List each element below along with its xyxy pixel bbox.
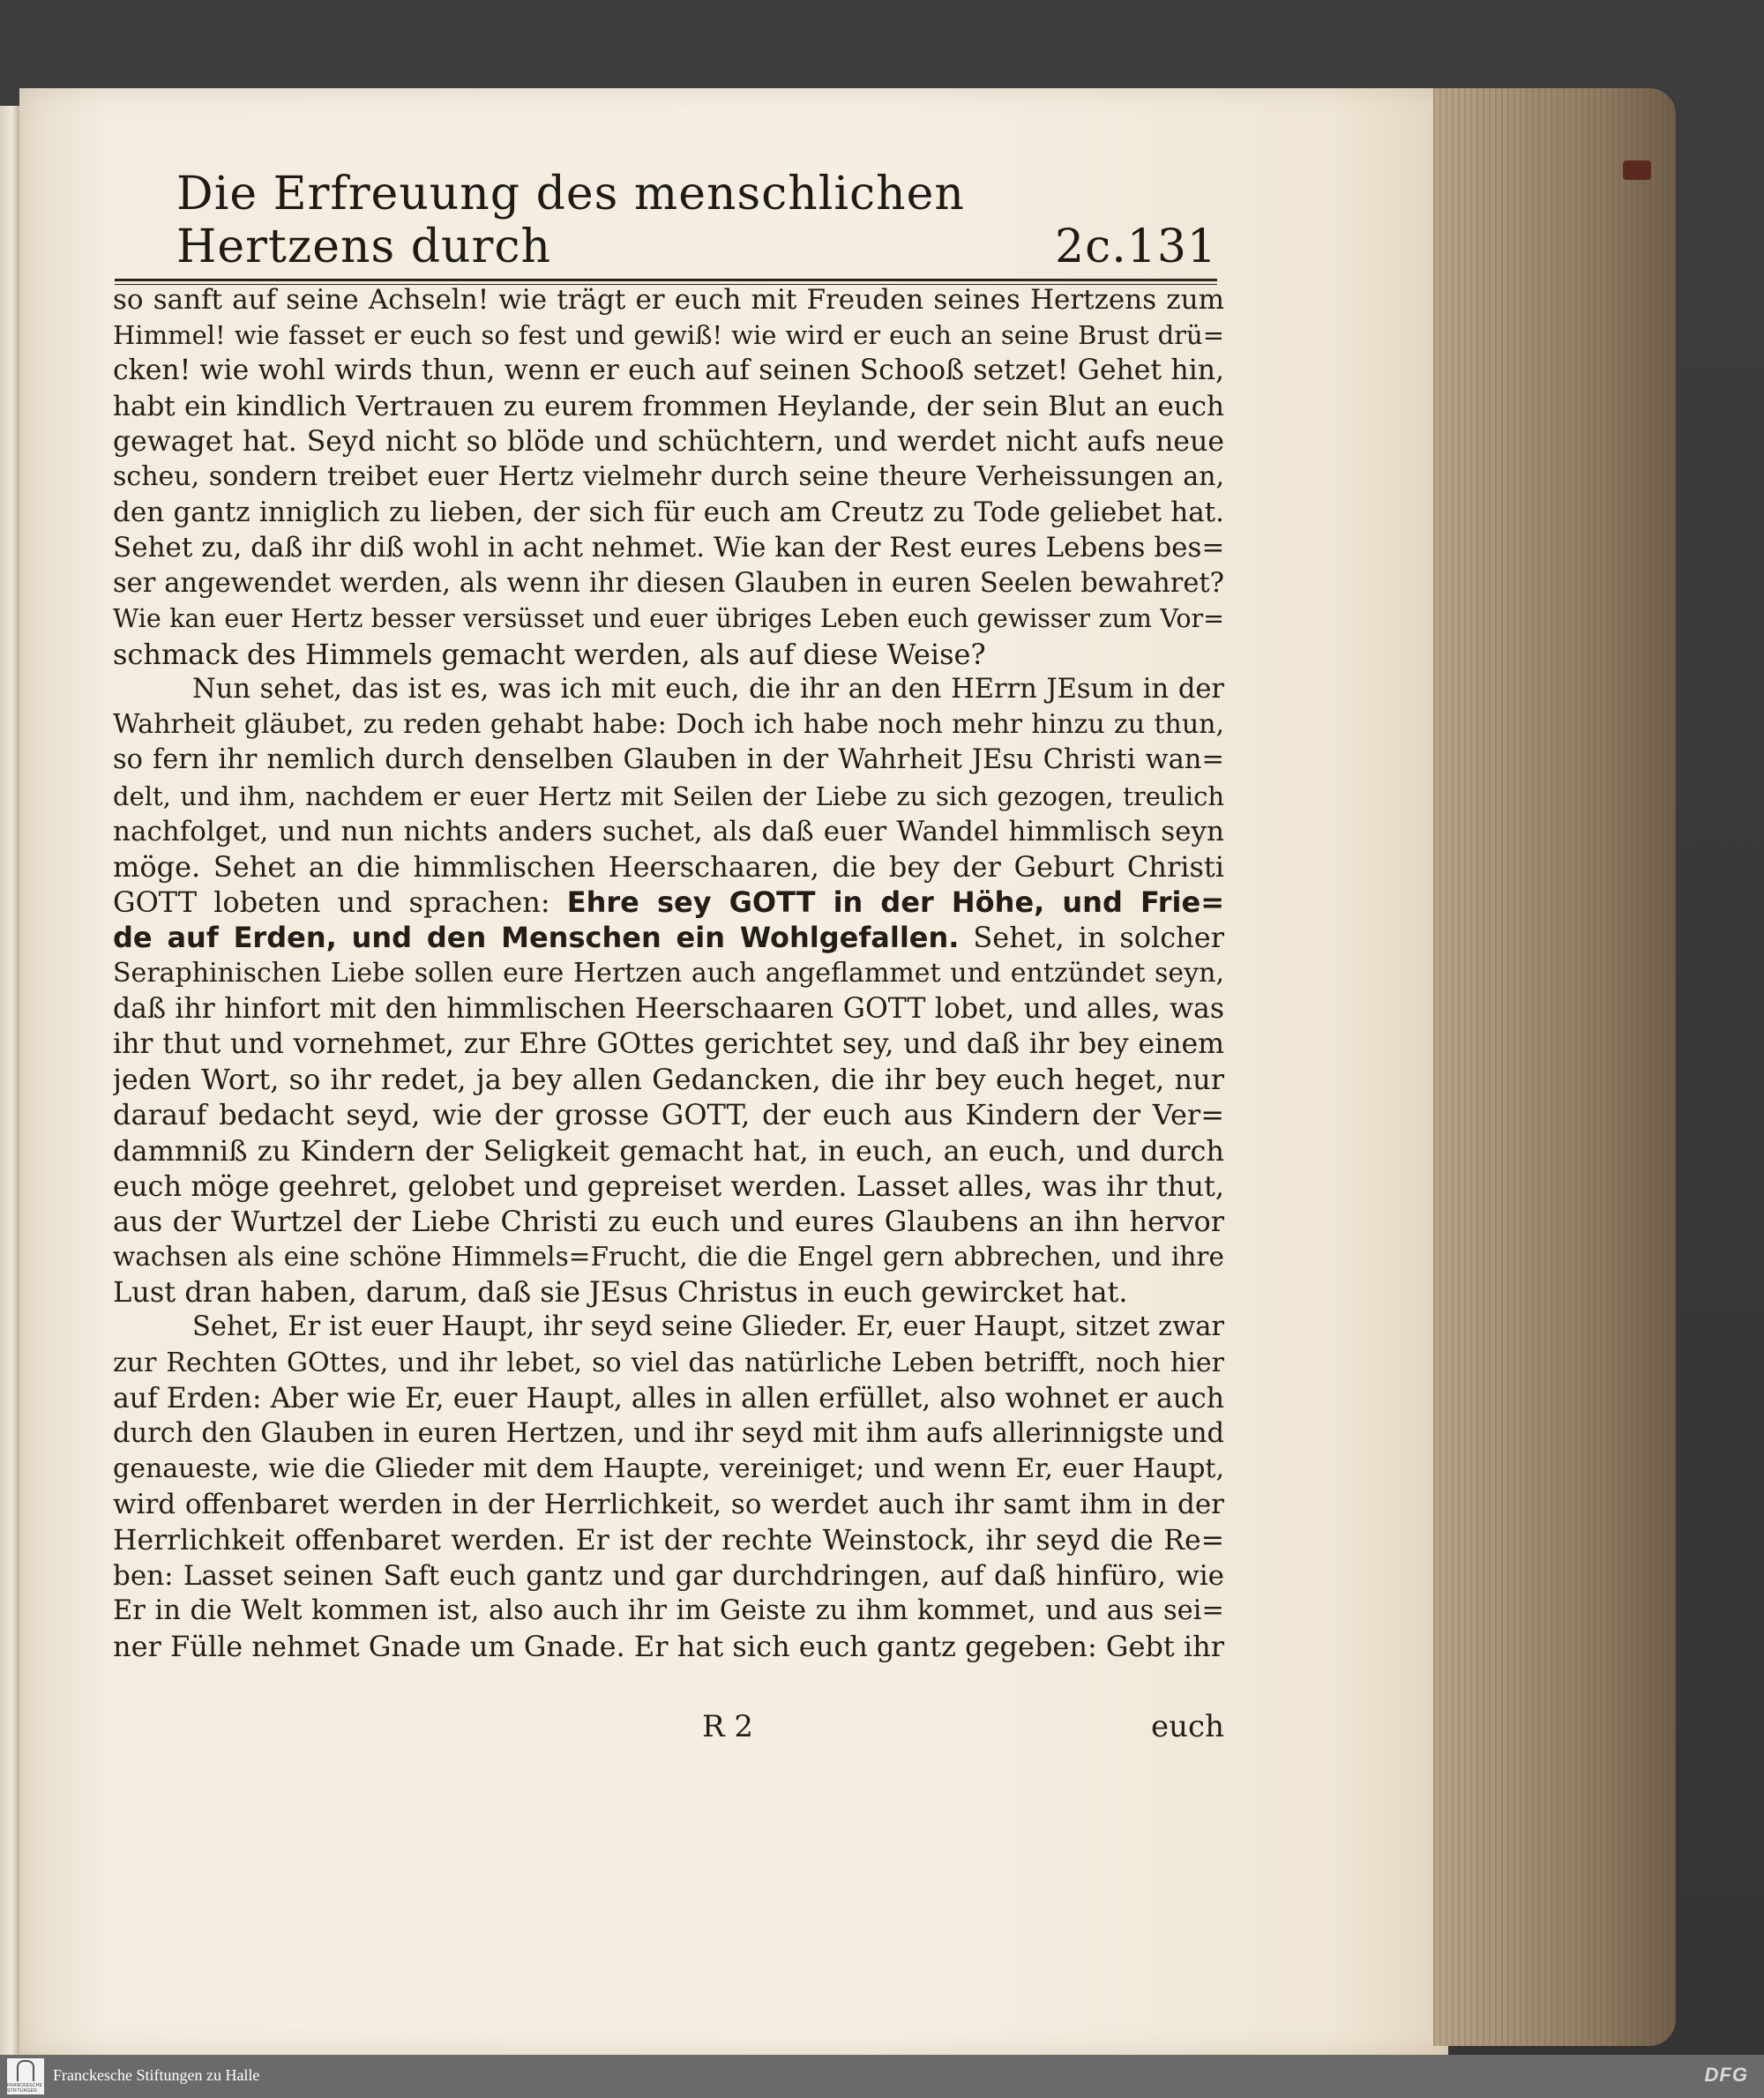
text-line: habt ein kindlich Vertrauen zu eurem frommen Heylande, der sein Blut an euch <box>113 390 1224 422</box>
text-line: delt, und ihm, nachdem er euer Hertz mit Seilen der Liebe zu sich gezogen, treulich <box>113 780 1224 811</box>
text-line: so sanft auf seine Achseln! wie trägt er euch mit Freuden seines Hertzens zum <box>113 284 1224 316</box>
text-line <box>113 920 1224 955</box>
text-line: genaueste, wie die Glieder mit dem Haupte, vereiniget; und wenn Er, euer Haupt, <box>113 1453 1224 1485</box>
text-line: nachfolget, und nun nichts anders suchet, als daß euer Wandel himmlisch seyn <box>113 815 1224 847</box>
text-span: Sehet, in solcher <box>973 921 1224 955</box>
institution-name: Franckesche Stiftungen zu Halle <box>53 2066 260 2084</box>
text-line: wird offenbaret werden in der Herrlichkeit, so werdet auch ihr samt ihm in der <box>113 1489 1224 1521</box>
text-span: GOTT lobeten und sprachen: <box>113 885 550 920</box>
text-line: ihr thut und vornehmet, zur Ehre GOttes gerichtet sey, und daß ihr bey einem <box>113 1027 1224 1060</box>
scripture-quote: Ehre sey GOTT in der Höhe, und Frie= <box>566 885 1224 920</box>
text-line: daß ihr hinfort mit den himmlischen Heerschaaren GOTT lobet, und alles, was <box>113 992 1224 1025</box>
text-line: den gantz inniglich zu lieben, der sich für euch am Creutz zu Tode geliebet hat. <box>113 497 1224 529</box>
page-block-edges <box>1433 88 1676 2046</box>
page-number: 131 <box>1126 220 1217 273</box>
text-line: Sehet zu, daß ihr diß wohl in acht nehmet. Wie kan der Rest eures Lebens bes= <box>113 532 1224 564</box>
signature-mark: R 2 <box>702 1709 754 1744</box>
text-line <box>113 885 1224 920</box>
text-line: zur Rechten GOttes, und ihr lebet, so viel das natürliche Leben betrifft, noch hier <box>113 1347 1224 1378</box>
text-line: Nun sehet, das ist es, was ich mit euch, die ihr an den HErrn JEsum in der <box>192 674 1224 706</box>
text-line: schmack des Himmels gemacht werden, als auf diese Weise? <box>113 637 986 671</box>
header-rule <box>115 279 1217 281</box>
bookmark-ribbon <box>1623 161 1651 180</box>
body-text <box>113 282 1224 1664</box>
text-line: wachsen als eine schöne Himmels=Frucht, die die Engel gern abbrechen, und ihre <box>113 1242 1224 1273</box>
text-line: Herrlichkeit offenbaret werden. Er ist der rechte Weinstock, ihr seyd die Re= <box>113 1524 1224 1557</box>
text-line: ner Fülle nehmet Gnade um Gnade. Er hat sich euch gantz gegeben: Gebt ihr <box>113 1630 1224 1664</box>
scripture-quote: de auf Erden, und den Menschen ein Wohlgefallen. <box>113 921 960 955</box>
text-line: Er in die Welt kommen ist, also auch ihr im Geiste zu ihm kommet, und aus sei= <box>113 1594 1224 1626</box>
text-line: dammniß zu Kindern der Seligkeit gemacht hat, in euch, an euch, und durch <box>113 1133 1224 1168</box>
running-title: Die Erfreuung des menschlichen Hertzens durch <box>176 168 965 273</box>
text-line: Himmel! wie fasset er euch so fest und gewiß! wie wird er euch an seine Brust drü= <box>113 320 1224 351</box>
logo-text: FRANCKESCHE STIFTUNGEN <box>7 2082 42 2094</box>
text-line: so fern ihr nemlich durch denselben Glauben in der Wahrheit JEsu Christi wan= <box>113 744 1224 776</box>
catchword: euch <box>1151 1709 1224 1744</box>
text-line: Wie kan euer Hertz besser versüsset und euer übriges Leben euch gewisser zum Vor= <box>113 603 1224 633</box>
text-line: durch den Glauben in euren Hertzen, und ihr seyd mit ihm aufs allerinnigste und <box>113 1418 1224 1449</box>
text-line: ser angewendet werden, als wenn ihr diesen Glauben in euren Seelen bewahret? <box>113 567 1224 599</box>
text-line: möge. Sehet an die himmlischen Heerschaaren, die bey der Geburt Christi <box>113 850 1224 884</box>
dfg-logo[interactable]: DFG <box>1704 2064 1748 2086</box>
franckesche-stiftungen-logo[interactable] <box>7 2058 44 2094</box>
running-header <box>176 168 1217 273</box>
text-line: auf Erden: Aber wie Er, euer Haupt, alles in allen erfüllet, also wohnet er auch <box>113 1382 1224 1415</box>
text-line: jeden Wort, so ihr redet, ja bey allen Gedancken, die ihr bey euch heget, nur <box>113 1063 1224 1097</box>
text-line: scheu, sondern treibet euer Hertz vielmehr durch seine theure Verheissungen an, <box>113 460 1224 492</box>
page-foot <box>113 1709 1224 1746</box>
arch-logo-icon <box>17 2060 34 2081</box>
viewer-footer <box>0 2055 1764 2098</box>
text-line: euch möge geehret, gelobet und gepreiset werden. Lasset alles, was ihr thut, <box>113 1168 1224 1203</box>
text-line: Sehet, Er ist euer Haupt, ihr seyd seine Glieder. Er, euer Haupt, sitzet zwar <box>192 1311 1224 1343</box>
text-line: ben: Lasset seinen Saft euch gantz und gar durchdringen, auf daß hinfüro, wie <box>113 1559 1224 1592</box>
text-line: aus der Wurtzel der Liebe Christi zu euch und eures Glaubens an ihn hervor <box>113 1204 1224 1238</box>
text-line: gewaget hat. Seyd nicht so blöde und schüchtern, und werdet nicht aufs neue <box>113 425 1224 458</box>
text-line: darauf bedacht seyd, wie der grosse GOTT, der euch aus Kindern der Ver= <box>113 1098 1224 1132</box>
text-line: cken! wie wohl wirds thun, wenn er euch auf seinen Schooß setzet! Gehet hin, <box>113 355 1224 387</box>
text-line: Lust dran haben, darum, daß sie JEsus Christus in euch gewircket hat. <box>113 1275 1128 1310</box>
facing-page-edge <box>0 106 19 2055</box>
running-title-etc: 2c. <box>1054 220 1127 273</box>
text-line: Wahrheit gläubet, zu reden gehabt habe: Doch ich habe noch mehr hinzu zu thun, <box>113 709 1224 741</box>
text-line: Seraphinischen Liebe sollen eure Hertzen auch angeflammet und entzündet seyn, <box>113 957 1224 989</box>
